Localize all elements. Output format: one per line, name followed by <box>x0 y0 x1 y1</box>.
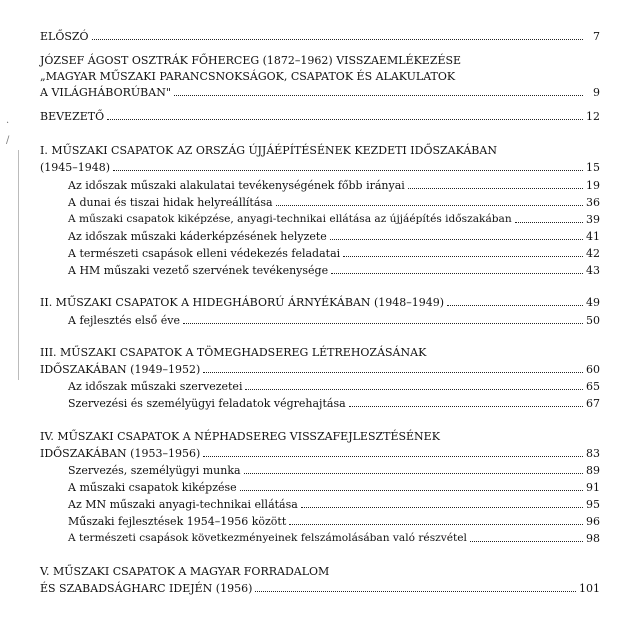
toc-subentry[interactable] <box>68 512 600 528</box>
dot-leader <box>203 371 583 373</box>
dot-leader <box>107 118 583 120</box>
toc-entry-jozsef-line1[interactable] <box>40 51 600 67</box>
toc-page-number: 39 <box>586 213 600 226</box>
toc-page-number: 91 <box>586 481 600 494</box>
toc-subentry-label: Az MN műszaki anyagi-technikai ellátása <box>68 498 298 511</box>
scan-margin-line <box>18 150 19 380</box>
toc-chapter-title: I. MŰSZAKI CSAPATOK AZ ORSZÁG ÚJJÁÉPÍTÉSÉNEK KEZDETI IDŐSZAKÁBAN <box>40 144 497 157</box>
toc-chapter-title: II. MŰSZAKI CSAPATOK A HIDEGHÁBORÚ ÁRNYÉKÁBAN (1948–1949) <box>40 296 445 309</box>
toc-page-number: 96 <box>586 515 600 528</box>
toc-page-number: 101 <box>579 582 600 595</box>
toc-page-number: 36 <box>586 196 600 209</box>
toc-subentry[interactable] <box>68 377 600 393</box>
toc-subentry[interactable] <box>68 227 600 243</box>
toc-page-number: 7 <box>593 30 600 43</box>
toc-page-number: 65 <box>586 380 600 393</box>
toc-subentry[interactable] <box>68 193 600 209</box>
toc-subentry-label: Szervezési és személyügyi feladatok végrehajtása <box>68 397 346 410</box>
dot-leader <box>330 238 583 240</box>
toc-subentry-label: Műszaki fejlesztések 1954–1956 között <box>68 515 287 528</box>
toc-subentry[interactable] <box>68 311 600 327</box>
toc-subentry[interactable] <box>68 461 600 477</box>
toc-subentry-label: Az időszak műszaki szervezetei <box>68 380 243 393</box>
scan-mark: / <box>6 135 10 146</box>
toc-entry-jozsef[interactable] <box>40 83 600 99</box>
toc-subentry-label: Szervezés, személyügyi munka <box>68 464 241 477</box>
dot-leader <box>113 169 583 171</box>
toc-chapter-3-line1[interactable] <box>40 343 600 359</box>
toc-subentry[interactable] <box>68 261 600 277</box>
toc-subentry[interactable] <box>68 529 600 545</box>
toc-entry-eloszo[interactable] <box>40 27 600 43</box>
toc-chapter-1[interactable] <box>40 158 600 174</box>
toc-page-number: 9 <box>593 86 600 99</box>
toc-chapter-5[interactable] <box>40 579 600 595</box>
toc-page-number: 19 <box>586 179 600 192</box>
toc-page-number: 12 <box>586 110 600 123</box>
dot-leader <box>255 590 576 592</box>
toc-page-number: 95 <box>586 498 600 511</box>
toc-entry-jozsef-line2[interactable] <box>40 67 600 83</box>
dot-leader <box>203 455 583 457</box>
dot-leader <box>349 405 583 407</box>
toc-page-number: 50 <box>586 314 600 327</box>
dot-leader <box>276 204 583 206</box>
toc-page-number: 42 <box>586 247 600 260</box>
toc-chapter-4-line1[interactable] <box>40 427 600 443</box>
toc-chapter-title: ÉS SZABADSÁGHARC IDEJÉN (1956) <box>40 582 253 595</box>
toc-entry-label: ELŐSZÓ <box>40 30 89 43</box>
toc-chapter-title: (1945–1948) <box>40 161 111 174</box>
toc-chapter-title: V. MŰSZAKI CSAPATOK A MAGYAR FORRADALOM <box>40 565 330 578</box>
toc-page-number: 15 <box>586 161 600 174</box>
dot-leader <box>343 255 583 257</box>
toc-chapter-title: IV. MŰSZAKI CSAPATOK A NÉPHADSEREG VISSZAFEJLESZTÉSÉNEK <box>40 430 440 443</box>
dot-leader <box>174 94 583 96</box>
toc-chapter-title: IDŐSZAKÁBAN (1953–1956) <box>40 447 201 460</box>
toc-subentry[interactable] <box>68 394 600 410</box>
toc-chapter-3[interactable] <box>40 360 600 376</box>
toc-entry-label: JÓZSEF ÁGOST OSZTRÁK FŐHERCEG (1872–1962) VISSZAEMLÉKEZÉSE <box>40 54 462 67</box>
toc-entry-bevezeto[interactable] <box>40 107 600 123</box>
dot-leader <box>408 187 583 189</box>
dot-leader <box>92 38 583 40</box>
toc-subentry-label: Az időszak műszaki káderképzésének helyzete <box>68 230 327 243</box>
toc-subentry-label: Az időszak műszaki alakulatai tevékenységének főbb irányai <box>68 179 405 192</box>
dot-leader <box>244 472 583 474</box>
toc-entry-label: BEVEZETŐ <box>40 110 105 123</box>
dot-leader <box>515 221 583 223</box>
toc-chapter-title: IDŐSZAKÁBAN (1949–1952) <box>40 363 201 376</box>
toc-chapter-title: III. MŰSZAKI CSAPATOK A TÖMEGHADSEREG LÉTREHOZÁSÁNAK <box>40 346 427 359</box>
toc-page-number: 67 <box>586 397 600 410</box>
toc-subentry-label: A természeti csapások következményeinek felszámolásában való részvétel <box>68 532 467 544</box>
scan-mark: · <box>6 118 10 129</box>
toc-chapter-1-line1[interactable] <box>40 141 600 157</box>
toc-subentry[interactable] <box>68 244 600 260</box>
toc-entry-label: „MAGYAR MŰSZAKI PARANCSNOKSÁGOK, CSAPATOK ÉS ALAKULATOK <box>40 70 456 83</box>
toc-subentry-label: A fejlesztés első éve <box>68 314 180 327</box>
toc-subentry[interactable] <box>68 176 600 192</box>
toc-entry-label: A VILÁGHÁBORÚBAN" <box>40 86 171 99</box>
toc-subentry-label: A műszaki csapatok kiképzése <box>68 481 237 494</box>
toc-subentry[interactable] <box>68 210 600 226</box>
toc-subentry-label: A dunai és tiszai hidak helyreállítása <box>68 196 273 209</box>
toc-subentry[interactable] <box>68 478 600 494</box>
dot-leader <box>245 388 583 390</box>
toc-chapter-5-line1[interactable] <box>40 562 600 578</box>
toc-page-number: 41 <box>586 230 600 243</box>
toc-page-number: 89 <box>586 464 600 477</box>
toc-page-number: 49 <box>586 296 600 309</box>
dot-leader <box>331 272 583 274</box>
toc-page-number: 60 <box>586 363 600 376</box>
toc-page-number: 98 <box>586 532 600 545</box>
toc-subentry-label: A HM műszaki vezető szervének tevékenysége <box>68 264 329 277</box>
toc-subentry-label: A természeti csapások elleni védekezés feladatai <box>68 247 341 260</box>
toc-chapter-4[interactable] <box>40 444 600 460</box>
dot-leader <box>183 322 583 324</box>
dot-leader <box>289 523 583 525</box>
toc-subentry-label: A műszaki csapatok kiképzése, anyagi-technikai ellátása az újjáépítés időszakában <box>68 213 512 225</box>
dot-leader <box>301 506 583 508</box>
toc-chapter-2[interactable] <box>40 293 600 309</box>
toc-subentry[interactable] <box>68 495 600 511</box>
toc-page-number: 43 <box>586 264 600 277</box>
dot-leader <box>240 489 583 491</box>
toc-page-number: 83 <box>586 447 600 460</box>
dot-leader <box>447 304 583 306</box>
dot-leader <box>470 540 583 542</box>
